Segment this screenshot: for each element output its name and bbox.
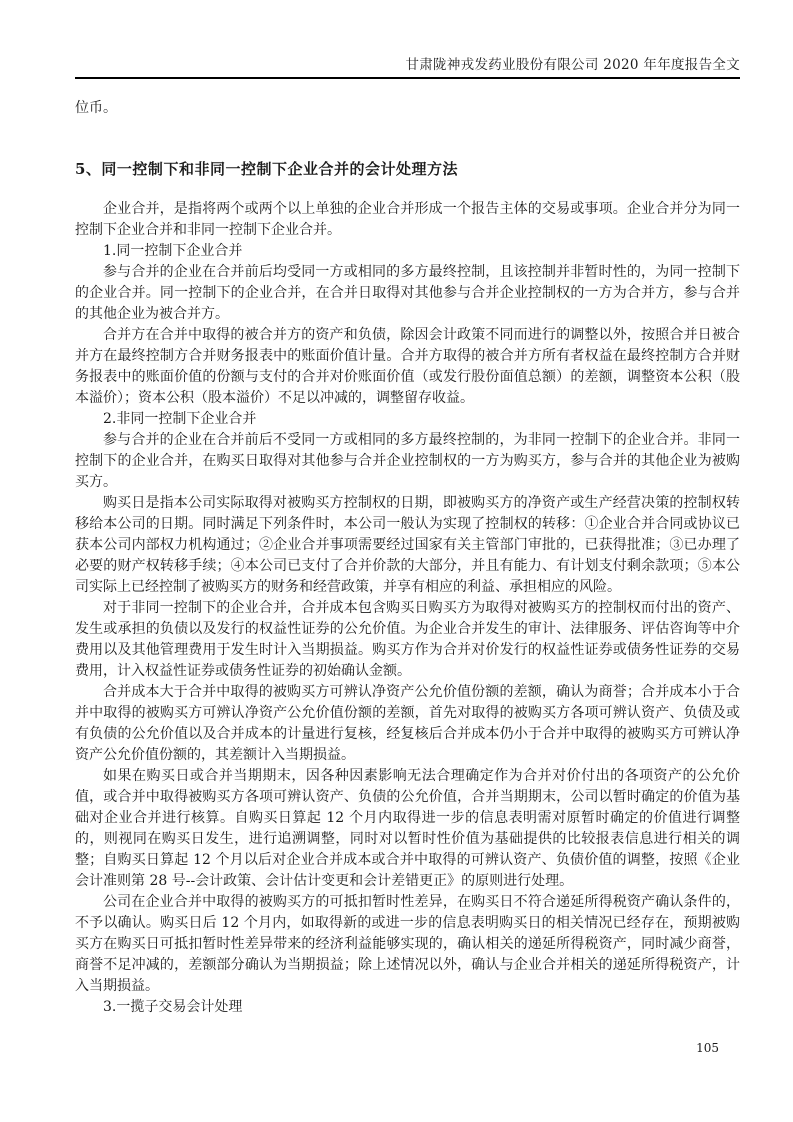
paragraph: 1.同一控制下企业合并 xyxy=(103,243,243,259)
paragraph: 3.一揽子交易会计处理 xyxy=(103,999,243,1015)
paragraph: 公司在企业合并中取得的被购买方的可抵扣暂时性差异，在购买日不符合递延所得税资产确认条件的，不予以确认。购买日后 12 个月内，如取得新的或进一步的信息表明购买日的相关情况已经存在，预期被购买方在购买日可抵扣暂时性差异带来的经济利益能够实现的，确认相关的递延所得税资产，同时减少商誉，商誉不足冲减的，差额部分确认为当期损益；除上述情况以外，确认与企业合并相关的递延所得税资产，计入当期损益。 xyxy=(75,894,740,994)
header-rule xyxy=(75,77,740,79)
paragraph: 2.非同一控制下企业合并 xyxy=(103,411,257,427)
paragraph: 参与合并的企业在合并前后不受同一方或相同的多方最终控制的，为非同一控制下的企业合并。非同一控制下的企业合并，在购买日取得对其他参与合并企业控制权的一方为购买方，参与合并的其他企业为被购买方。 xyxy=(75,432,740,490)
page-number: 105 xyxy=(696,1041,719,1055)
paragraph: 合并成本大于合并中取得的被购买方可辨认净资产公允价值份额的差额，确认为商誉；合并成本小于合并中取得的被购买方可辨认净资产公允价值份额的差额，首先对取得的被购买方各项可辨认资产、负债及或有负债的公允价值以及合并成本的计量进行复核，经复核后合并成本仍小于合并中取得的被购买方可辨认净资产公允价值份额的，其差额计入当期损益。 xyxy=(75,684,740,763)
section-heading: 5、同一控制下和非同一控制下企业合并的会计处理方法 xyxy=(75,160,458,178)
paragraph: 购买日是指本公司实际取得对被购买方控制权的日期，即被购买方的净资产或生产经营决策的控制权转移给本公司的日期。同时满足下列条件时，本公司一般认为实现了控制权的转移：①企业合并合同或协议已获本公司内部权力机构通过；②企业合并事项需要经过国家有关主管部门审批的，已获得批准；③已办理了必要的财产权转移手续；④本公司已支付了合并价款的大部分，并且有能力、有计划支付剩余款项；⑤本公司实际上已经控制了被购买方的财务和经营政策，并享有相应的利益、承担相应的风险。 xyxy=(75,495,740,595)
paragraph: 参与合并的企业在合并前后均受同一方或相同的多方最终控制，且该控制并非暂时性的，为同一控制下的企业合并。同一控制下的企业合并，在合并日取得对其他参与合并企业控制权的一方为合并方，参与合并的其他企业为被合并方。 xyxy=(75,264,740,322)
carryover-text: 位币。 xyxy=(75,100,117,116)
paragraph: 企业合并，是指将两个或两个以上单独的企业合并形成一个报告主体的交易或事项。企业合并分为同一控制下企业合并和非同一控制下企业合并。 xyxy=(75,201,740,238)
paragraph: 合并方在合并中取得的被合并方的资产和负债，除因会计政策不同而进行的调整以外，按照合并日被合并方在最终控制方合并财务报表中的账面价值计量。合并方取得的被合并方所有者权益在最终控制方合并财务报表中的账面价值的份额与支付的合并对价账面价值（或发行股份面值总额）的差额，调整资本公积（股本溢价）；资本公积（股本溢价）不足以冲减的，调整留存收益。 xyxy=(75,327,740,406)
report-header-title: 甘肃陇神戎发药业股份有限公司 2020 年年度报告全文 xyxy=(405,57,740,73)
page-content xyxy=(75,98,740,1018)
section-body xyxy=(75,199,740,1018)
paragraph: 对于非同一控制下的企业合并，合并成本包含购买日购买方为取得对被购买方的控制权而付出的资产、发生或承担的负债以及发行的权益性证券的公允价值。为企业合并发生的审计、法律服务、评估咨询等中介费用以及其他管理费用于发生时计入当期损益。购买方作为合并对价发行的权益性证券或债务性证券的交易费用，计入权益性证券或债务性证券的初始确认金额。 xyxy=(75,600,740,679)
paragraph: 如果在购买日或合并当期期末，因各种因素影响无法合理确定作为合并对价付出的各项资产的公允价值，或合并中取得被购买方各项可辨认资产、负债的公允价值，合并当期期末，公司以暂时确定的价值为基础对企业合并进行核算。自购买日算起 12 个月内取得进一步的信息表明需对原暂时确定的价值进行调整的，则视同在购买日发生，进行追溯调整，同时对以暂时性价值为基础提供的比较报表信息进行相关的调整；自购买日算起 12 个月以后对企业合并成本或合并中取得的可辨认资产、负债价值的调整，按照《企业会计准则第 28 号--会计政策、会计估计变更和会计差错更正》的原则进行处理。 xyxy=(75,768,740,889)
